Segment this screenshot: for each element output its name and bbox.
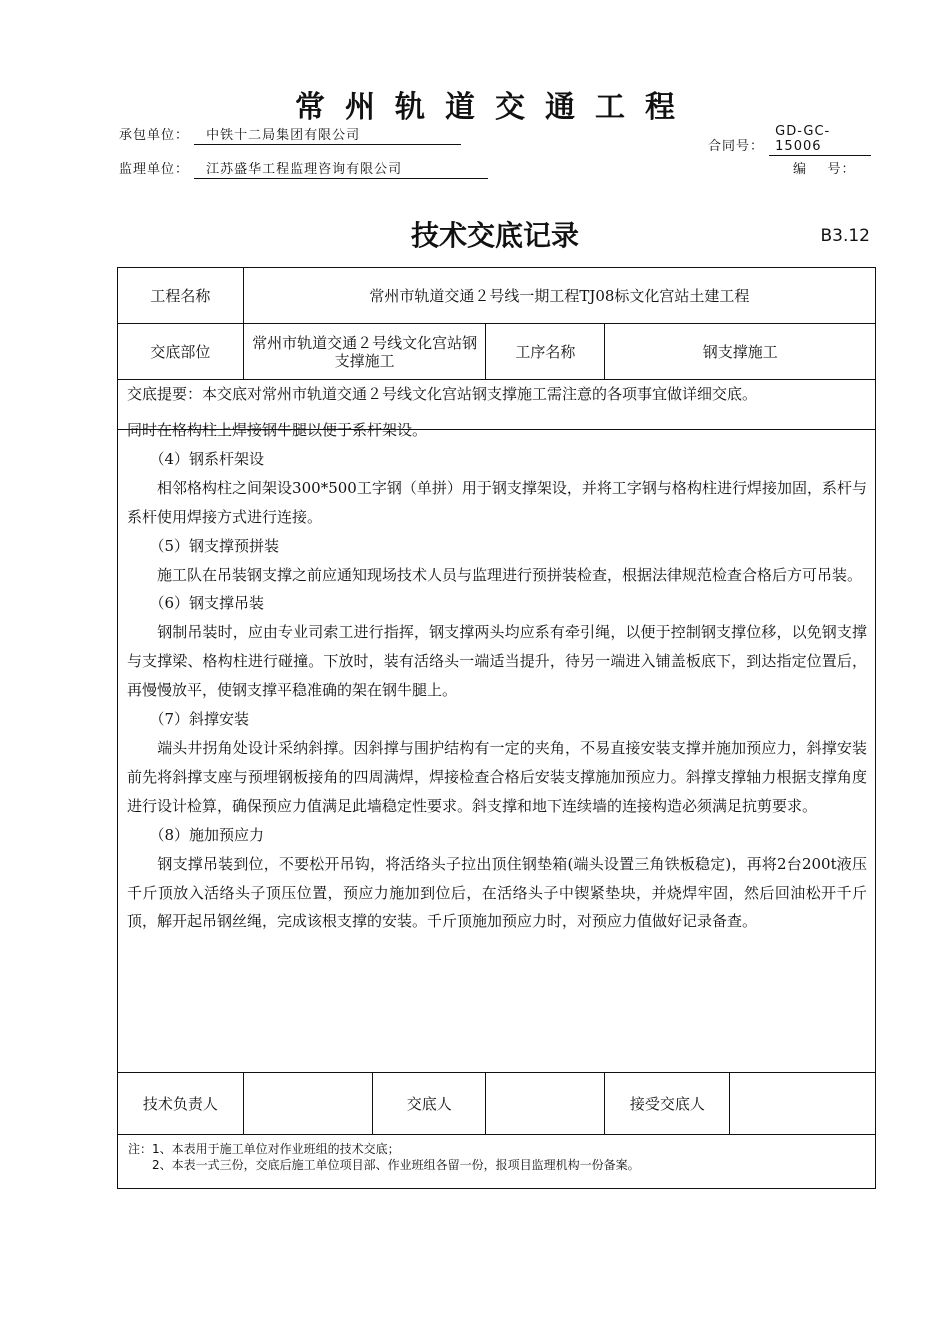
note-text <box>118 1135 875 1179</box>
process-value: 钢支撑施工 <box>605 324 876 380</box>
supervisor-row <box>119 158 488 179</box>
content-paragraph: 施工队在吊装钢支撑之前应通知现场技术人员与监理进行预拼装检查，根据法律规范检查合格后方可吊装。 <box>127 565 863 584</box>
project-name-label: 工程名称 <box>118 268 244 324</box>
form-code: B3.12 <box>820 226 870 246</box>
content-row <box>118 430 876 1073</box>
contractor-label: 承包单位： <box>119 128 190 143</box>
content-heading: （8）施加预应力 <box>127 825 265 844</box>
number-label: 编 号： <box>793 162 856 177</box>
content-heading: （4）钢系杆架设 <box>127 449 265 468</box>
discloser-label: 交底人 <box>373 1073 486 1135</box>
part-label: 交底部位 <box>118 324 244 380</box>
discloser-value <box>486 1073 605 1135</box>
content-paragraph: 相邻格构柱之间架设300*500工字钢（单拼）用于钢支撑架设，并将工字钢与格构柱进行焊接加固，系杆与系杆使用焊接方式进行连接。 <box>127 478 867 526</box>
contract-no-value: GD-GC-15006 <box>769 124 871 156</box>
content-heading: （6）钢支撑吊装 <box>127 594 265 613</box>
project-name-value: 常州市轨道交通２号线一期工程TJ08标文化宫站土建工程 <box>243 268 875 324</box>
tech-lead-value <box>243 1073 372 1135</box>
process-label: 工序名称 <box>486 324 605 380</box>
contractor-row <box>119 124 461 145</box>
content-heading: （5）钢支撑预拼装 <box>127 536 280 555</box>
tech-lead-label: 技术负责人 <box>118 1073 244 1135</box>
contract-no-row <box>708 124 871 156</box>
content-heading: （7）斜撑安装 <box>127 710 250 729</box>
contractor-value: 中铁十二局集团有限公司 <box>194 124 461 145</box>
summary-text: 交底提要：本交底对常州市轨道交通２号线文化宫站钢支撑施工需注意的各项事宜做详细交底。 <box>118 380 876 430</box>
content-paragraph: 同时在格构柱上焊接钢牛腿以便于系杆架设。 <box>127 421 428 439</box>
main-title: 常州轨道交通工程 <box>295 90 695 125</box>
signature-row <box>118 1073 876 1135</box>
note-line-1: 注：1、本表用于施工单位对作业班组的技术交底； <box>128 1142 400 1156</box>
contract-no-label: 合同号： <box>708 139 765 154</box>
project-name-row <box>118 268 876 324</box>
supervisor-label: 监理单位： <box>119 162 190 177</box>
part-value: 常州市轨道交通２号线文化宫站钢支撑施工 <box>243 324 486 380</box>
document-title: 技术交底记录 <box>410 219 579 252</box>
content-paragraph: 钢制吊装时，应由专业司索工进行指挥，钢支撑两头均应系有牵引绳，以便于控制钢支撑位移，以免钢支撑与支撑梁、格构柱进行碰撞。下放时，装有活络头一端适当提升，待另一端进入铺盖板底下，到达指定位置后，再慢慢放平，使钢支撑平稳准确的架在钢牛腿上。 <box>127 623 867 700</box>
note-line-2: 2、本表一式三份，交底后施工单位项目部、作业班组各留一份，报项目监理机构一份备案。 <box>128 1158 640 1172</box>
disclosure-table <box>117 267 876 1189</box>
supervisor-value: 江苏盛华工程监理咨询有限公司 <box>194 158 488 179</box>
content-paragraph: 钢支撑吊装到位，不要松开吊钩，将活络头子拉出顶住钢垫箱(端头设置三角铁板稳定)，再将2台200t液压千斤顶放入活络头子顶压位置，预应力施加到位后，在活络头子中锲紧垫块，并烧焊牢固，然后回油松开千斤顶，解开起吊钢丝绳，完成该根支撑的安装。千斤顶施加预应力时，对预应力值做好记录备查。 <box>127 854 867 931</box>
note-row <box>118 1135 876 1189</box>
part-row <box>118 324 876 380</box>
receiver-value <box>730 1073 876 1135</box>
content-cell <box>118 421 876 1073</box>
receiver-label: 接受交底人 <box>605 1073 730 1135</box>
content-body <box>118 410 875 936</box>
note-cell <box>118 1135 876 1189</box>
content-paragraph: 端头井拐角处设计采纳斜撑。因斜撑与围护结构有一定的夹角，不易直接安装支撑并施加预应力，斜撑安装前先将斜撑支座与预埋钢板接角的四周满焊，焊接检查合格后安装支撑施加预应力。斜撑支撑轴力根据支撑角度进行设计检算，确保预应力值满足此墙稳定性要求。斜支撑和地下连续墙的连接构造必须满足抗剪要求。 <box>127 738 867 815</box>
